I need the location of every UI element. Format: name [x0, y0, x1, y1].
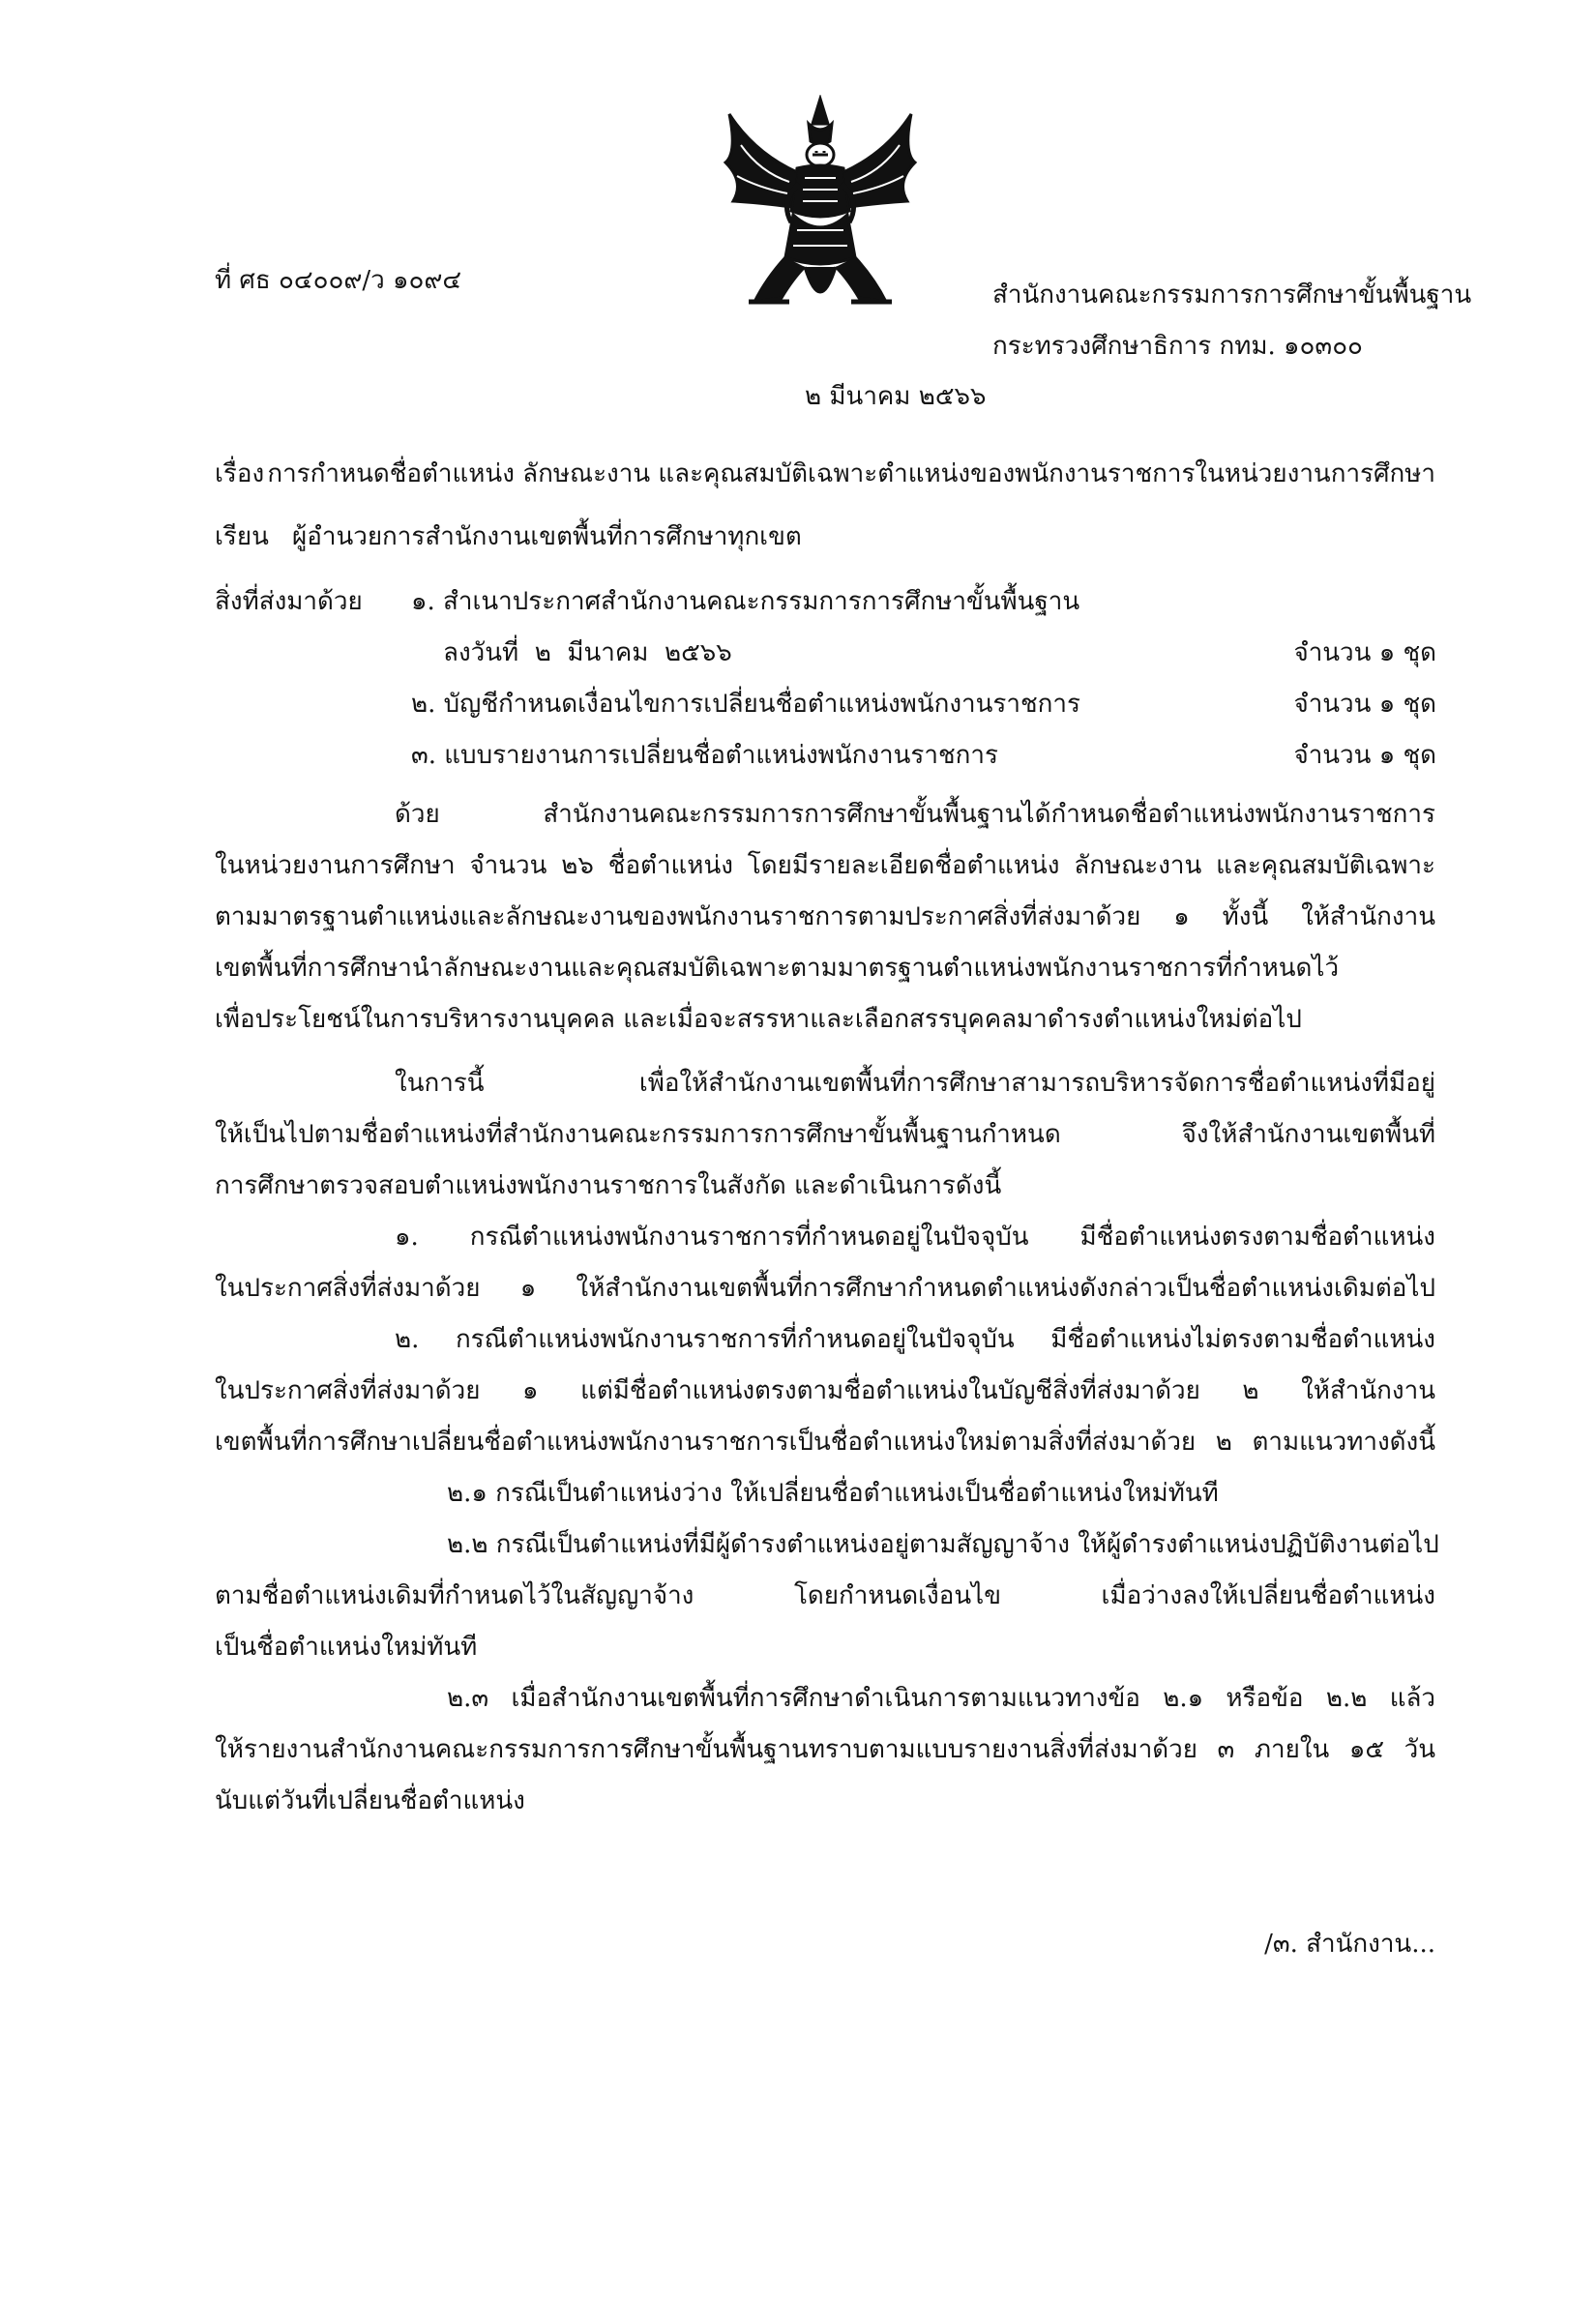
subject-line: [215, 455, 1435, 493]
enclosure-quantity: จำนวน ๑ ชุด: [1293, 690, 1436, 719]
enclosure-item: [411, 685, 1436, 723]
paragraph-line: การศึกษาตรวจสอบตำแหน่งพนักงานราชการในสังกัด และดำเนินการดังนี้: [215, 1171, 1002, 1200]
paragraph-line: ด้วย สำนักงานคณะกรรมการการศึกษาขั้นพื้นฐานได้กำหนดชื่อตำแหน่งพนักงานราชการ: [395, 800, 1435, 829]
enclosure-item: [411, 736, 1436, 775]
issuing-office-address: กระทรวงศึกษาธิการ กทม. ๑๐๓๐๐: [992, 332, 1363, 361]
enclosures-label: สิ่งที่ส่งมาด้วย: [215, 587, 363, 616]
paragraph-line: ๒.๑ กรณีเป็นตำแหน่งว่าง ให้เปลี่ยนชื่อตำแหน่งเป็นชื่อตำแหน่งใหม่ทันที: [447, 1479, 1219, 1508]
document-date: ๒ มีนาคม ๒๕๖๖: [805, 382, 987, 411]
enclosure-item: [411, 634, 1436, 672]
paragraph-line: ๒. กรณีตำแหน่งพนักงานราชการที่กำหนดอยู่ในปัจจุบัน มีชื่อตำแหน่งไม่ตรงตามชื่อตำแหน่ง: [395, 1325, 1435, 1354]
paragraph-line: เขตพื้นที่การศึกษานำลักษณะงานและคุณสมบัติเฉพาะตามมาตรฐานตำแหน่งพนักงานราชการที่กำหนดไว้: [215, 954, 1340, 983]
paragraph-line: ในการนี้ เพื่อให้สำนักงานเขตพื้นที่การศึกษาสามารถบริหารจัดการชื่อตำแหน่งที่มีอยู่: [395, 1069, 1435, 1098]
subject-label: เรื่อง: [215, 459, 265, 488]
recipient-text: ผู้อำนวยการสำนักงานเขตพื้นที่การศึกษาทุกเขต: [292, 522, 802, 551]
paragraph-line: ๒.๓ เมื่อสำนักงานเขตพื้นที่การศึกษาดำเนินการตามแนวทางข้อ ๒.๑ หรือข้อ ๒.๒ แล้ว: [447, 1684, 1435, 1713]
subject-text: การกำหนดชื่อตำแหน่ง ลักษณะงาน และคุณสมบัติเฉพาะตำแหน่งของพนักงานราชการในหน่วยงานการศึกษา: [267, 459, 1435, 488]
enclosure-item: [411, 582, 1436, 621]
paragraph-line: ให้เป็นไปตามชื่อตำแหน่งที่สำนักงานคณะกรรมการการศึกษาขั้นพื้นฐานกำหนด จึงให้สำนักงานเขตพื้นที่: [215, 1120, 1435, 1149]
paragraph-line: นับแต่วันที่เปลี่ยนชื่อตำแหน่ง: [215, 1786, 525, 1815]
paragraph-line: เป็นชื่อตำแหน่งใหม่ทันที: [215, 1633, 478, 1662]
garuda-emblem-icon: [716, 95, 925, 319]
paragraph-line: เพื่อประโยชน์ในการบริหารงานบุคคล และเมื่อจะสรรหาและเลือกสรรบุคคลมาดำรงตำแหน่งใหม่ต่อไป: [215, 1005, 1302, 1034]
paragraph-line: ในประกาศสิ่งที่ส่งมาด้วย ๑ ให้สำนักงานเขตพื้นที่การศึกษากำหนดตำแหน่งดังกล่าวเป็นชื่อตำแหน่งเดิมต่อไป: [215, 1274, 1435, 1303]
paragraph-line: ๑. กรณีตำแหน่งพนักงานราชการที่กำหนดอยู่ในปัจจุบัน มีชื่อตำแหน่งตรงตามชื่อตำแหน่ง: [395, 1223, 1435, 1252]
enclosure-quantity: จำนวน ๑ ชุด: [1293, 741, 1436, 770]
enclosure-text: ๒. บัญชีกำหนดเงื่อนไขการเปลี่ยนชื่อตำแหน่งพนักงานราชการ: [411, 690, 1080, 719]
recipient-line: [215, 517, 802, 556]
reference-number: ที่ ศธ ๐๔๐๐๙/ว ๑๐๙๔: [215, 266, 462, 295]
enclosure-text: ๓. แบบรายงานการเปลี่ยนชื่อตำแหน่งพนักงานราชการ: [411, 741, 998, 770]
recipient-label: เรียน: [215, 522, 269, 551]
enclosure-text: ลงวันที่ ๒ มีนาคม ๒๕๖๖: [411, 638, 732, 667]
paragraph-line: ตามมาตรฐานตำแหน่งและลักษณะงานของพนักงานราชการตามประกาศสิ่งที่ส่งมาด้วย ๑ ทั้งนี้ ให้สำนักงาน: [215, 902, 1435, 931]
paragraph-line: ๒.๒ กรณีเป็นตำแหน่งที่มีผู้ดำรงตำแหน่งอยู่ตามสัญญาจ้าง ให้ผู้ดำรงตำแหน่งปฏิบัติงานต่อไป: [447, 1530, 1439, 1559]
enclosure-quantity: จำนวน ๑ ชุด: [1293, 638, 1436, 667]
paragraph-line: ในหน่วยงานการศึกษา จำนวน ๒๖ ชื่อตำแหน่ง โดยมีรายละเอียดชื่อตำแหน่ง ลักษณะงาน และคุณสมบัติเฉพาะ: [215, 851, 1435, 880]
paragraph-line: ในประกาศสิ่งที่ส่งมาด้วย ๑ แต่มีชื่อตำแหน่งตรงตามชื่อตำแหน่งในบัญชีสิ่งที่ส่งมาด้วย ๒ ให้สำนักงาน: [215, 1376, 1435, 1405]
paragraph-line: ให้รายงานสำนักงานคณะกรรมการการศึกษาขั้นพื้นฐานทราบตามแบบรายงานสิ่งที่ส่งมาด้วย ๓ ภายใน ๑๕ วัน: [215, 1735, 1435, 1764]
issuing-office: สำนักงานคณะกรรมการการศึกษาขั้นพื้นฐาน: [992, 280, 1472, 310]
continuation-marker: /๓. สำนักงาน...: [1264, 1930, 1435, 1959]
paragraph-line: ตามชื่อตำแหน่งเดิมที่กำหนดไว้ในสัญญาจ้าง โดยกำหนดเงื่อนไข เมื่อว่างลงให้เปลี่ยนชื่อตำแหน่ง: [215, 1581, 1435, 1610]
enclosure-text: ๑. สำเนาประกาศสำนักงานคณะกรรมการการศึกษาขั้นพื้นฐาน: [411, 587, 1080, 616]
paragraph-line: เขตพื้นที่การศึกษาเปลี่ยนชื่อตำแหน่งพนักงานราชการเป็นชื่อตำแหน่งใหม่ตามสิ่งที่ส่งมาด้วย ๒ ตามแนวทางดังนี้: [215, 1428, 1435, 1457]
